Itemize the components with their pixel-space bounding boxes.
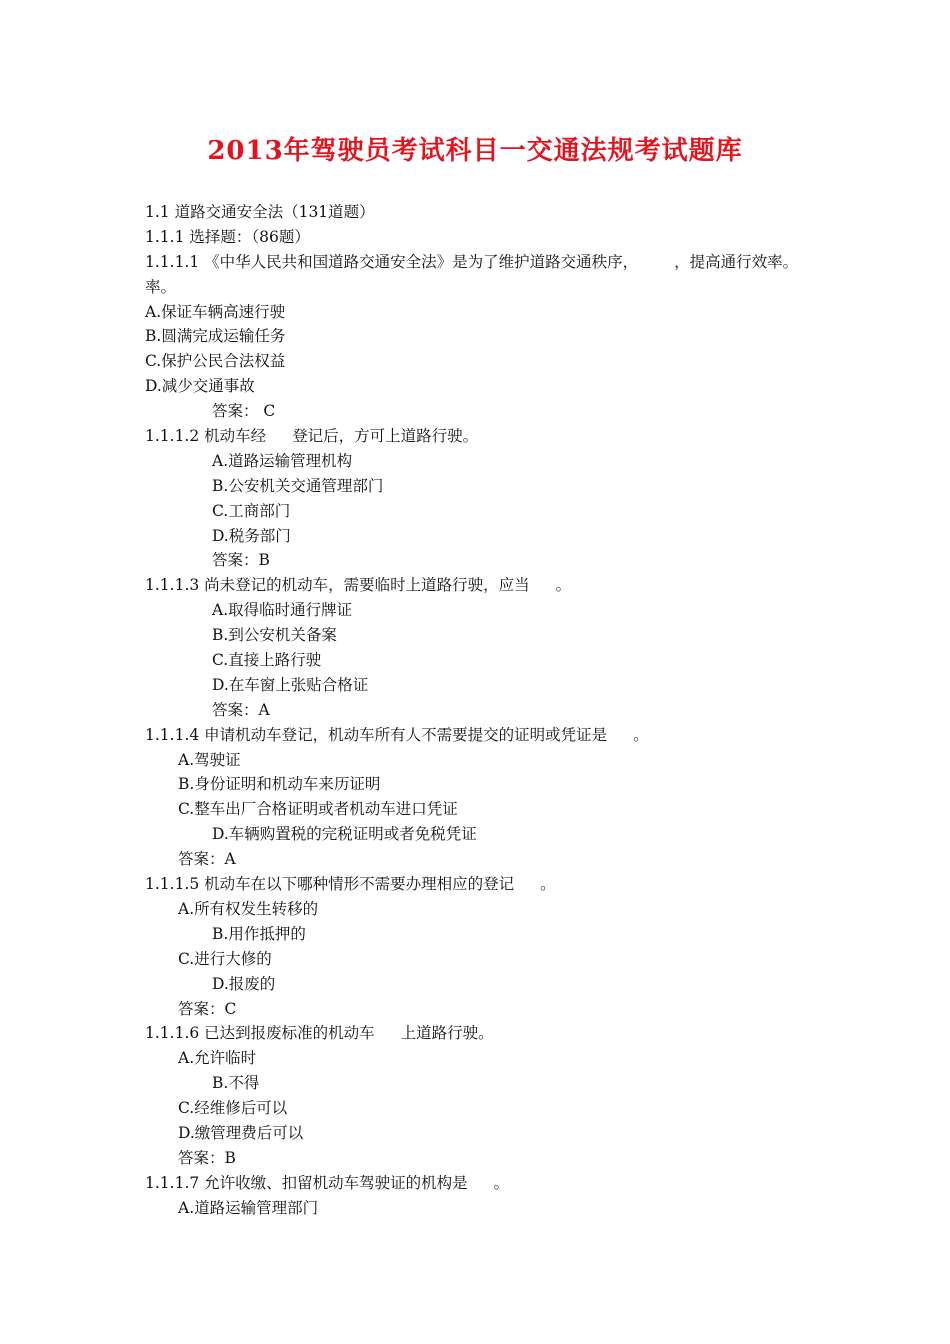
answer: 答案：B: [212, 551, 270, 570]
question-stem-text: 上道路行驶。: [400, 1024, 494, 1043]
question-stem-text: ，提高通行效率。: [674, 252, 799, 271]
option: D.税务部门: [212, 526, 291, 545]
option: D.缴管理费后可以: [178, 1123, 304, 1142]
option: B.不得: [212, 1074, 260, 1093]
question-stem-text: 1.1.1.6 已达到报废标准的机动车: [145, 1024, 375, 1043]
document-body: [0, 200, 950, 1221]
option: A.道路运输管理机构: [212, 451, 353, 470]
option: C.经维修后可以: [178, 1099, 288, 1118]
option: B.公安机关交通管理部门: [212, 476, 384, 495]
question-stem-text: 1.1.1.7 允许收缴、扣留机动车驾驶证的机构是: [145, 1173, 468, 1192]
subsection-heading: 1.1.1 选择题：（86题）: [145, 227, 310, 246]
question-stem-text: 1.1.1.2 机动车经: [145, 427, 267, 446]
question-stem: [0, 1171, 950, 1196]
question-stem: [0, 1021, 950, 1046]
question-stem-continued: 率。: [145, 277, 177, 296]
option: B.身份证明和机动车来历证明: [178, 775, 381, 794]
option: C.进行大修的: [178, 949, 272, 968]
question-stem-text: 1.1.1.1 《中华人民共和国道路交通安全法》是为了维护道路交通秩序，: [145, 252, 639, 271]
question-stem-text: 。: [540, 875, 556, 894]
option: C.直接上路行驶: [212, 651, 322, 670]
option: A.允许临时: [178, 1049, 257, 1068]
question-stem-text: 。: [555, 576, 572, 595]
answer: 答案： C: [212, 402, 276, 421]
option: A.道路运输管理部门: [178, 1198, 319, 1217]
question-stem-text: 1.1.1.3 尚未登记的机动车，需要临时上道路行驶，应当: [145, 576, 530, 595]
question-stem: [0, 723, 950, 748]
option: A.保证车辆高速行驶: [145, 302, 286, 321]
option: C.整车出厂合格证明或者机动车进口凭证: [178, 800, 458, 819]
question-stem: [0, 872, 950, 897]
option: C.工商部门: [212, 501, 291, 520]
question-stem: [0, 573, 950, 598]
question-stem: [0, 250, 950, 275]
question-stem-text: 。: [633, 725, 649, 744]
option: D.报废的: [212, 974, 276, 993]
question-stem-text: 1.1.1.4 申请机动车登记，机动车所有人不需要提交的证明或凭证是: [145, 725, 608, 744]
option: C.保护公民合法权益: [145, 352, 286, 371]
option: A.取得临时通行牌证: [212, 601, 353, 620]
option: B.圆满完成运输任务: [145, 327, 286, 346]
answer: 答案：C: [178, 999, 237, 1018]
option: A.所有权发生转移的: [178, 899, 319, 918]
answer: 答案：A: [212, 700, 270, 719]
option: A.驾驶证: [178, 750, 241, 769]
option: B.到公安机关备案: [212, 626, 337, 645]
option: D.车辆购置税的完税证明或者免税凭证: [212, 825, 477, 844]
answer: 答案：A: [178, 850, 236, 869]
document-title: 2013年驾驶员考试科目一交通法规考试题库: [207, 136, 743, 166]
option: D.在车窗上张贴合格证: [212, 675, 369, 694]
question-stem-text: 登记后，方可上道路行驶。: [292, 427, 479, 446]
option: D.减少交通事故: [145, 377, 255, 396]
answer: 答案：B: [178, 1148, 236, 1167]
question-stem-text: 。: [493, 1173, 510, 1192]
option: B.用作抵押的: [212, 924, 306, 943]
question-stem: [0, 424, 950, 449]
question-stem-text: 1.1.1.5 机动车在以下哪种情形不需要办理相应的登记: [145, 875, 515, 894]
section-heading: 1.1 道路交通安全法（131道题）: [145, 203, 375, 221]
